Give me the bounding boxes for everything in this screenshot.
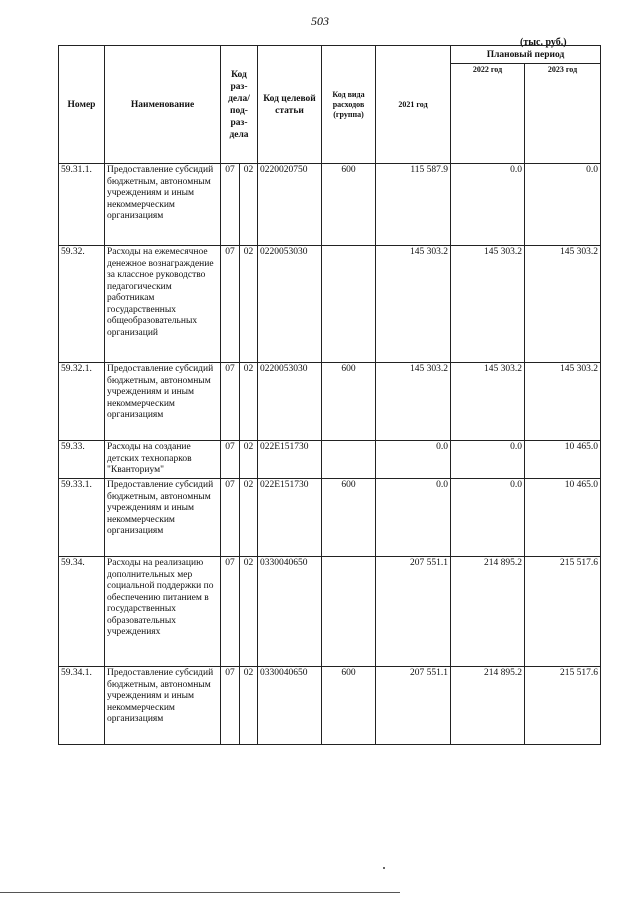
row-subsection: 02: [240, 479, 258, 557]
table-row: [59, 557, 601, 667]
row-value-2021: 207 551.1: [376, 557, 451, 667]
scan-speck: [383, 867, 385, 869]
row-value-2022: 214 895.2: [451, 557, 525, 667]
row-name: Предоставление субсидий бюджетным, автономным учреждениям и иным некоммерческим организациям: [105, 667, 221, 745]
row-target-code: 0330040650: [258, 557, 322, 667]
header-section-code: Код раз- дела/ под- раз- дела: [221, 46, 258, 164]
row-number: 59.33.1.: [59, 479, 105, 557]
row-value-2022: 145 303.2: [451, 246, 525, 363]
row-value-2023: 0.0: [525, 164, 601, 246]
units-label: (тыс. руб.): [520, 37, 567, 48]
row-value-2023: 10 465.0: [525, 441, 601, 479]
row-number: 59.32.: [59, 246, 105, 363]
row-number: 59.32.1.: [59, 363, 105, 441]
row-value-2021: 145 303.2: [376, 363, 451, 441]
row-target-code: 022E151730: [258, 479, 322, 557]
table-row: [59, 246, 601, 363]
row-expense-code: 600: [322, 667, 376, 745]
table-row: [59, 441, 601, 479]
row-target-code: 0330040650: [258, 667, 322, 745]
header-planned-period: Плановый период: [451, 46, 601, 64]
row-value-2023: 145 303.2: [525, 246, 601, 363]
row-subsection: 02: [240, 363, 258, 441]
row-value-2022: 0.0: [451, 441, 525, 479]
row-target-code: 0220020750: [258, 164, 322, 246]
row-value-2022: 0.0: [451, 479, 525, 557]
row-section: 07: [221, 557, 240, 667]
row-number: 59.33.: [59, 441, 105, 479]
row-expense-code: 600: [322, 164, 376, 246]
row-value-2023: 215 517.6: [525, 557, 601, 667]
header-number: Номер: [59, 46, 105, 164]
header-name: Наименование: [105, 46, 221, 164]
row-target-code: 022E151730: [258, 441, 322, 479]
row-number: 59.34.: [59, 557, 105, 667]
page-number: 503: [311, 14, 329, 28]
row-value-2021: 145 303.2: [376, 246, 451, 363]
row-subsection: 02: [240, 557, 258, 667]
row-value-2021: 0.0: [376, 441, 451, 479]
row-expense-code: [322, 246, 376, 363]
row-name: Предоставление субсидий бюджетным, автономным учреждениям и иным некоммерческим организациям: [105, 164, 221, 246]
row-section: 07: [221, 667, 240, 745]
bottom-rule: [0, 892, 400, 893]
budget-table: [58, 45, 601, 745]
row-value-2022: 214 895.2: [451, 667, 525, 745]
row-value-2023: 145 303.2: [525, 363, 601, 441]
row-expense-code: 600: [322, 479, 376, 557]
header-year-2022: 2022 год: [451, 64, 525, 164]
table-row: [59, 479, 601, 557]
row-expense-code: [322, 441, 376, 479]
row-name: Предоставление субсидий бюджетным, автономным учреждениям и иным некоммерческим организациям: [105, 479, 221, 557]
row-number: 59.31.1.: [59, 164, 105, 246]
table-row: [59, 667, 601, 745]
row-value-2021: 207 551.1: [376, 667, 451, 745]
row-subsection: 02: [240, 667, 258, 745]
header-target-code: Код целевой статьи: [258, 46, 322, 164]
row-section: 07: [221, 441, 240, 479]
header-expense-code: Код вида расходов (группа): [322, 46, 376, 164]
row-subsection: 02: [240, 246, 258, 363]
row-expense-code: [322, 557, 376, 667]
row-section: 07: [221, 363, 240, 441]
row-section: 07: [221, 164, 240, 246]
row-subsection: 02: [240, 441, 258, 479]
row-target-code: 0220053030: [258, 363, 322, 441]
row-section: 07: [221, 479, 240, 557]
row-value-2021: 115 587.9: [376, 164, 451, 246]
row-name: Расходы на реализацию дополнительных мер социальной поддержки по обеспечению питанием в государственных образовательных учреждениях: [105, 557, 221, 667]
row-expense-code: 600: [322, 363, 376, 441]
row-number: 59.34.1.: [59, 667, 105, 745]
row-value-2023: 215 517.6: [525, 667, 601, 745]
row-name: Расходы на ежемесячное денежное вознаграждение за классное руководство педагогическим работникам государственных общеобразовательных организаций: [105, 246, 221, 363]
row-name: Предоставление субсидий бюджетным, автономным учреждениям и иным некоммерческим организациям: [105, 363, 221, 441]
row-value-2022: 0.0: [451, 164, 525, 246]
row-subsection: 02: [240, 164, 258, 246]
row-value-2022: 145 303.2: [451, 363, 525, 441]
table-row: [59, 363, 601, 441]
row-target-code: 0220053030: [258, 246, 322, 363]
row-section: 07: [221, 246, 240, 363]
header-year-2023: 2023 год: [525, 64, 601, 164]
table-row: [59, 164, 601, 246]
row-value-2021: 0.0: [376, 479, 451, 557]
header-year-2021: 2021 год: [376, 46, 451, 164]
row-value-2023: 10 465.0: [525, 479, 601, 557]
row-name: Расходы на создание детских технопарков "Кванториум": [105, 441, 221, 479]
